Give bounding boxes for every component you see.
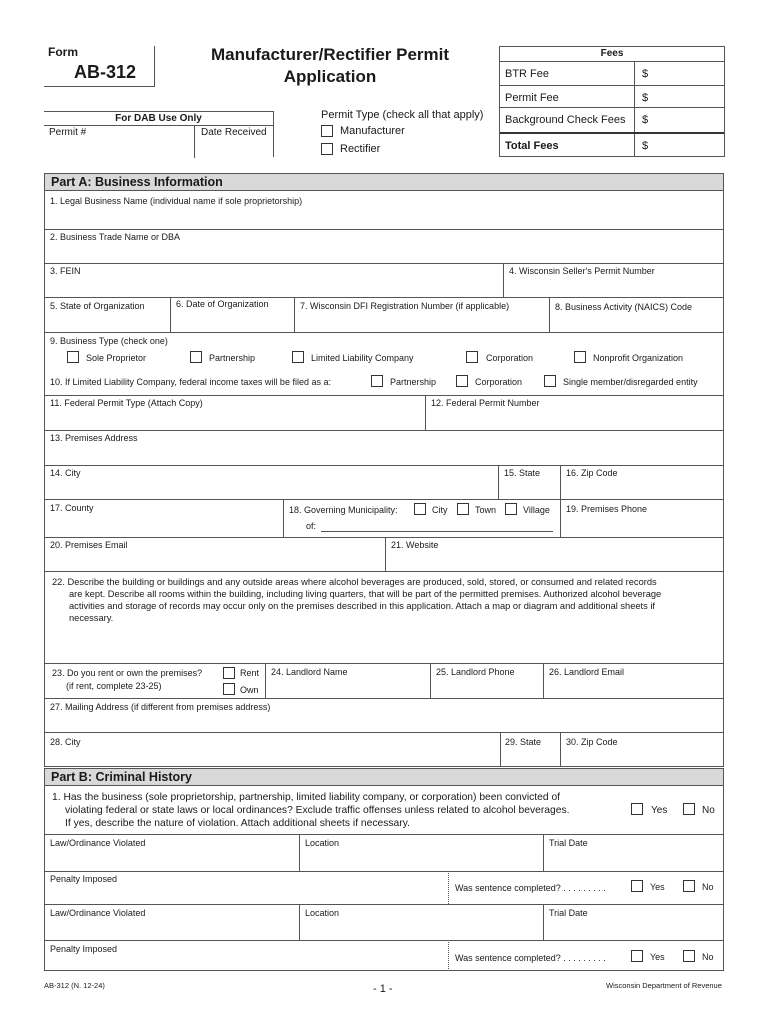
form-revision: AB-312 (N. 12-24) — [44, 981, 105, 990]
sentence-completed-label-1: Was sentence completed? . . . . . . . . . — [455, 883, 606, 893]
corporation-label: Corporation — [486, 353, 534, 363]
municipality-town-checkbox[interactable] — [457, 503, 469, 515]
rectifier-label: Rectifier — [340, 143, 381, 155]
conviction-no-checkbox[interactable] — [683, 803, 695, 815]
landlord-phone-field[interactable]: 25. Landlord Phone — [436, 667, 515, 677]
location-field-2[interactable]: Location — [305, 908, 340, 918]
title-line-1: Manufacturer/Rectifier Permit — [210, 45, 450, 64]
location-field-1[interactable]: Location — [305, 838, 340, 848]
btr-fee-value[interactable]: $ — [642, 68, 649, 80]
county-field[interactable]: 17. County — [50, 503, 94, 513]
zip-code-field[interactable]: 16. Zip Code — [566, 468, 618, 478]
llc-checkbox[interactable] — [292, 351, 304, 363]
landlord-email-field[interactable]: 26. Landlord Email — [549, 667, 625, 677]
legal-business-name-field[interactable]: 1. Legal Business Name (individual name if sole proprietorship) — [50, 196, 303, 206]
mailing-city-field[interactable]: 28. City — [50, 737, 81, 747]
law-violated-field-1[interactable]: Law/Ordinance Violated — [50, 838, 146, 848]
landlord-name-field[interactable]: 24. Landlord Name — [271, 667, 348, 677]
trial-date-field-1[interactable]: Trial Date — [549, 838, 588, 848]
sentence-yes-label-2: Yes — [650, 952, 665, 962]
premises-description-field[interactable] — [52, 576, 722, 624]
nonprofit-checkbox[interactable] — [574, 351, 586, 363]
llc-tax-filing-label: 10. If Limited Liability Company, federal income taxes will be filed as a: — [50, 377, 331, 387]
trial-date-field-2[interactable]: Trial Date — [549, 908, 588, 918]
business-type-text: 9. Business Type (check one) — [50, 336, 168, 346]
permit-number-field[interactable]: Permit # — [49, 127, 87, 138]
mailing-state-field[interactable]: 29. State — [505, 737, 542, 747]
title-line-2: Application — [283, 67, 377, 86]
permit-type-label: Permit Type (check all that apply) — [321, 109, 484, 121]
description-line-4: necessary. — [69, 613, 114, 623]
sentence-yes-checkbox-1[interactable] — [631, 880, 643, 892]
mailing-zip-field[interactable]: 30. Zip Code — [566, 737, 618, 747]
llc-corporation-checkbox[interactable] — [456, 375, 468, 387]
sentence-no-label-1: No — [702, 882, 714, 892]
municipality-name-line[interactable] — [321, 531, 553, 532]
llc-single-member-label: Single member/disregarded entity — [563, 377, 698, 387]
llc-corporation-label: Corporation — [475, 377, 523, 387]
sole-proprietor-label: Sole Proprietor — [86, 353, 147, 363]
corporation-checkbox[interactable] — [466, 351, 478, 363]
rent-label: Rent — [240, 668, 260, 678]
part-a-heading: Part A: Business Information — [44, 173, 724, 191]
nonprofit-label: Nonprofit Organization — [593, 353, 684, 363]
form-label: Form — [48, 45, 78, 59]
sellers-permit-field[interactable]: 4. Wisconsin Seller's Permit Number — [509, 266, 655, 276]
llc-partnership-label: Partnership — [390, 377, 437, 387]
fees-heading: Fees — [600, 48, 624, 59]
state-of-organization-field[interactable]: 5. State of Organization — [50, 301, 145, 311]
penalty-field-1[interactable]: Penalty Imposed — [50, 874, 118, 884]
trade-name-field[interactable]: 2. Business Trade Name or DBA — [50, 232, 181, 242]
question-line-2: violating federal or state laws or local ordinances? Exclude traffic offenses unless related to alcohol beverages. — [65, 805, 570, 816]
partnership-label: Partnership — [209, 353, 256, 363]
rent-own-note: (if rent, complete 23-25) — [66, 681, 162, 691]
background-check-fee-label: Background Check Fees — [505, 114, 626, 126]
governing-municipality-label: 18. Governing Municipality: — [289, 505, 398, 515]
agency-name: Wisconsin Department of Revenue — [606, 981, 722, 990]
total-fees-label: Total Fees — [505, 140, 559, 152]
permit-fee-label: Permit Fee — [505, 92, 559, 104]
federal-permit-type-field[interactable]: 11. Federal Permit Type (Attach Copy) — [50, 398, 203, 408]
criminal-history-question — [52, 791, 569, 830]
law-violated-field-2[interactable]: Law/Ordinance Violated — [50, 908, 146, 918]
state-field[interactable]: 15. State — [504, 468, 541, 478]
premises-address-field[interactable]: 13. Premises Address — [50, 433, 138, 443]
rent-checkbox[interactable] — [223, 667, 235, 679]
municipality-city-checkbox[interactable] — [414, 503, 426, 515]
municipality-town-label: Town — [475, 505, 497, 515]
business-type-label — [50, 336, 168, 347]
description-line-2: are kept. Describe all rooms within the building, including living quarters, that will be part of the permitted premises. Authorized alcohol beverage — [69, 589, 662, 599]
naics-code-field[interactable]: 8. Business Activity (NAICS) Code — [555, 302, 693, 312]
btr-fee-label: BTR Fee — [505, 68, 550, 80]
conviction-no-label: No — [702, 805, 715, 816]
description-line-3: activities and storage of records may occur only on the premises described in this application. Attach a map or diagram and additional sheets if — [69, 601, 656, 611]
website-field[interactable]: 21. Website — [391, 540, 439, 550]
total-fees-value[interactable]: $ — [642, 140, 649, 152]
municipality-village-label: Village — [523, 505, 550, 515]
llc-single-member-checkbox[interactable] — [544, 375, 556, 387]
date-received-field[interactable]: Date Received — [201, 127, 267, 138]
sentence-completed-label-2: Was sentence completed? . . . . . . . . . — [455, 953, 606, 963]
date-of-organization-field[interactable]: 6. Date of Organization — [176, 299, 269, 309]
sentence-no-checkbox-1[interactable] — [683, 880, 695, 892]
own-checkbox[interactable] — [223, 683, 235, 695]
llc-partnership-checkbox[interactable] — [371, 375, 383, 387]
conviction-yes-checkbox[interactable] — [631, 803, 643, 815]
dab-heading: For DAB Use Only — [115, 113, 202, 124]
sentence-yes-label-1: Yes — [650, 882, 665, 892]
part-b-heading: Part B: Criminal History — [44, 768, 724, 786]
page-number: - 1 - — [373, 983, 393, 995]
background-check-fee-value[interactable]: $ — [642, 114, 649, 126]
federal-permit-number-field[interactable]: 12. Federal Permit Number — [431, 398, 540, 408]
sole-proprietor-checkbox[interactable] — [67, 351, 79, 363]
question-line-1: 1. Has the business (sole proprietorship, partnership, limited liability company, or corporation) been convicted of — [52, 792, 561, 803]
llc-label: Limited Liability Company — [311, 353, 414, 363]
rectifier-checkbox[interactable] — [321, 143, 333, 155]
dab-box — [44, 111, 274, 157]
conviction-yes-label: Yes — [651, 805, 668, 816]
municipality-village-checkbox[interactable] — [505, 503, 517, 515]
own-label: Own — [240, 685, 259, 695]
fein-field[interactable]: 3. FEIN — [50, 266, 81, 276]
page-title — [175, 44, 485, 88]
city-field[interactable]: 14. City — [50, 468, 81, 478]
sentence-yes-checkbox-2[interactable] — [631, 950, 643, 962]
rent-own-question: 23. Do you rent or own the premises? — [52, 668, 203, 678]
fees-box — [499, 46, 725, 157]
municipality-of-label: of: — [306, 521, 317, 531]
penalty-field-2[interactable]: Penalty Imposed — [50, 944, 118, 954]
description-line-1: 22. Describe the building or buildings and any outside areas where alcohol beverages are produced, sold, stored, or consumed and related records — [52, 577, 657, 587]
manufacturer-checkbox[interactable] — [321, 125, 333, 137]
dfi-registration-field[interactable]: 7. Wisconsin DFI Registration Number (if applicable) — [300, 301, 510, 311]
municipality-city-label: City — [432, 505, 448, 515]
permit-fee-value[interactable]: $ — [642, 92, 649, 104]
sentence-no-label-2: No — [702, 952, 714, 962]
question-line-3: If yes, describe the nature of violation. Attach additional sheets if necessary. — [65, 818, 410, 829]
sentence-no-checkbox-2[interactable] — [683, 950, 695, 962]
premises-email-field[interactable]: 20. Premises Email — [50, 540, 128, 550]
manufacturer-label: Manufacturer — [340, 125, 405, 137]
premises-phone-field[interactable]: 19. Premises Phone — [566, 504, 648, 514]
mailing-address-field[interactable]: 27. Mailing Address (if different from premises address) — [50, 702, 271, 712]
form-number: AB-312 — [74, 62, 137, 82]
partnership-checkbox[interactable] — [190, 351, 202, 363]
